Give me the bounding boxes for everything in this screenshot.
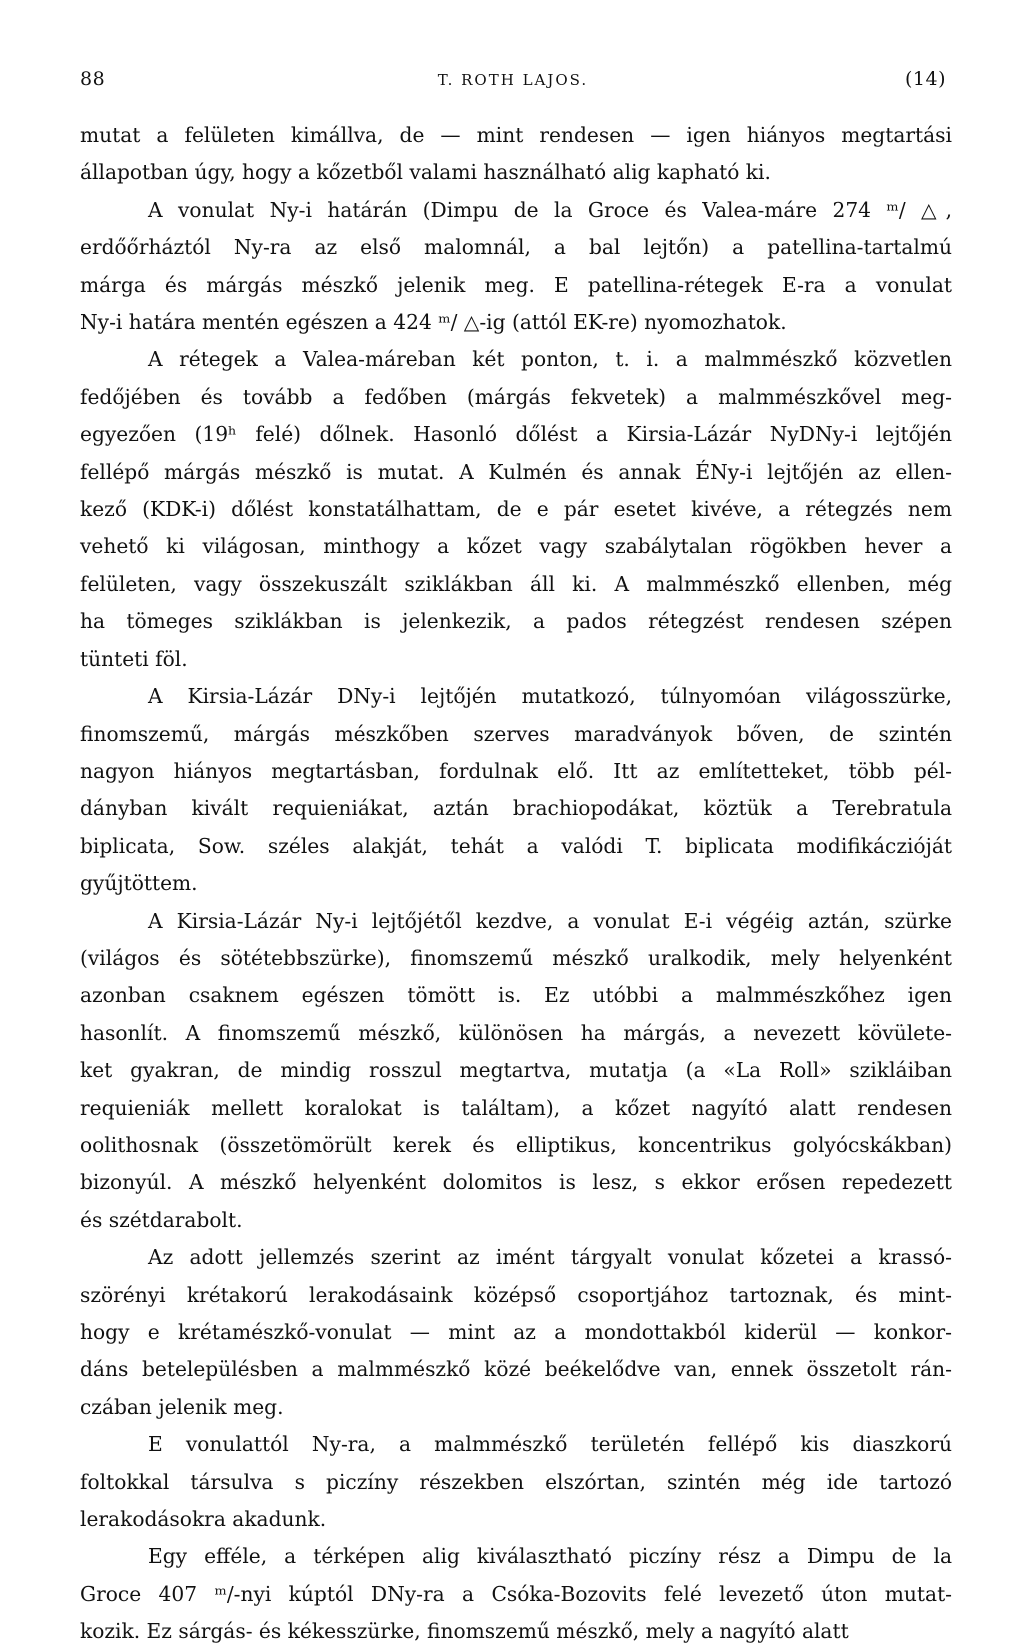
page-number: 88: [80, 68, 106, 90]
text-line: azonban csaknem egészen tömött is. Ez utóbbi a malmmészkőhez igen: [80, 983, 952, 1008]
text-line: bizonyúl. A mészkő helyenként dolomitos is lesz, s ekkor erősen repedezett: [80, 1170, 952, 1195]
text-line: Groce 407 ᵐ/-nyi kúptól DNy-ra a Csóka-Bozovits felé levezető úton mutat-: [80, 1581, 952, 1606]
paragraph: [80, 678, 952, 902]
text-line: A rétegek a Valea-máreban két ponton, t. i. a malmmészkő közvetlen: [148, 347, 952, 372]
text-line: lerakodásokra akadunk.: [80, 1507, 327, 1532]
paragraph: [80, 341, 952, 678]
running-title: T. ROTH LAJOS.: [437, 71, 589, 89]
paragraph: [80, 192, 952, 342]
paragraph: [80, 1239, 952, 1426]
text-line: czában jelenik meg.: [80, 1394, 284, 1419]
text-line: foltokkal társulva s piczíny részekben elszórtan, szintén még ide tartozó: [80, 1469, 952, 1494]
text-line: kozik. Ez sárgás- és kékesszürke, finomszemű mészkő, mely a nagyító alatt: [80, 1619, 849, 1644]
text-line: oolithosnak (összetömörült kerek és elliptikus, koncentrikus golyócskákban): [80, 1132, 952, 1157]
text-line: ket gyakran, de mindig rosszul megtartva, mutatja (a «La Roll» szikláiban: [80, 1058, 952, 1083]
text-line: Az adott jellemzés szerint az imént tárgyalt vonulat kőzetei a krassó-: [148, 1245, 952, 1270]
text-line: márga és márgás mészkő jelenik meg. E patellina-rétegek E-ra a vonulat: [80, 272, 952, 297]
text-line: hogy e krétamészkő-vonulat — mint az a mondottakból kiderül — konkor-: [80, 1320, 952, 1344]
paragraph: [80, 117, 952, 192]
text-line: biplicata, Sow. széles alakját, tehát a valódi T. biplicata modifikáczióját: [80, 833, 952, 858]
text-line: fedőjében és tovább a fedőben (márgás fekvetek) a malmmészkővel meg-: [80, 384, 952, 409]
text-line: A vonulat Ny-i határán (Dimpu de la Groce és Valea-máre 274 ᵐ/ △,: [148, 197, 952, 222]
text-line: finomszemű, márgás mészkőben szerves maradványok bőven, de szintén: [80, 721, 952, 746]
text-line: fellépő márgás mészkő is mutat. A Kulmén és annak ÉNy-i lejtőjén az ellen-: [80, 459, 952, 484]
text-line: szörényi krétakorú lerakodásaink középső csoportjához tartoznak, és mint-: [80, 1282, 952, 1307]
text-line: ha tömeges sziklákban is jelenkezik, a pados rétegzést rendesen szépen: [80, 609, 952, 634]
paragraph: [80, 1538, 952, 1650]
paragraph: [80, 1426, 952, 1538]
text-line: hasonlít. A finomszemű mészkő, különösen ha márgás, a nevezett kövülete-: [80, 1020, 952, 1045]
text-line: erdőőrháztól Ny-ra az első malomnál, a bal lejtőn) a patellina-tartalmú: [80, 235, 952, 260]
text-line: nagyon hiányos megtartásban, fordulnak elő. Itt az említetteket, több pél-: [80, 758, 952, 783]
text-line: kező (KDK-i) dőlést konstatálhattam, de e pár esetet kivéve, a rétegzés nem: [80, 497, 952, 522]
text-line: (világos és sötétebbszürke), finomszemű mészkő uralkodik, mely helyenként: [80, 945, 952, 970]
text-line: vehető ki világosan, minthogy a kőzet vagy szabálytalan rögökben hever a: [80, 534, 952, 559]
text-line: állapotban úgy, hogy a kőzetből valami használható alig kapható ki.: [80, 160, 771, 185]
text-line: dáns betelepülésben a malmmészkő közé beékelődve van, ennek összetolt rán-: [80, 1357, 952, 1382]
text-line: egyezően (19ʰ felé) dőlnek. Hasonló dőlést a Kirsia-Lázár NyDNy-i lejtőjén: [80, 422, 952, 447]
text-line: E vonulattól Ny-ra, a malmmészkő területén fellépő kis diaszkorú: [148, 1432, 952, 1457]
text-line: Ny-i határa mentén egészen a 424 ᵐ/ △-ig (attól EK-re) nyomozhatok.: [80, 310, 787, 335]
paragraph: [80, 903, 952, 1240]
text-line: mutat a felületen kimállva, de — mint rendesen — igen hiányos megtartási: [80, 123, 952, 147]
running-header: [80, 68, 946, 98]
section-number: (14): [904, 68, 946, 90]
text-line: Egy efféle, a térképen alig kiválasztható piczíny rész a Dimpu de la: [148, 1544, 952, 1569]
text-line: requieniák mellett koralokat is találtam), a kőzet nagyító alatt rendesen: [80, 1095, 952, 1120]
text-line: felületen, vagy összekuszált sziklákban áll ki. A malmmészkő ellenben, még: [80, 571, 952, 596]
text-line: és szétdarabolt.: [80, 1207, 243, 1232]
text-line: A Kirsia-Lázár DNy-i lejtőjén mutatkozó, túlnyomóan világosszürke,: [148, 684, 952, 709]
text-line: A Kirsia-Lázár Ny-i lejtőjétől kezdve, a vonulat E-i végéig aztán, szürke: [148, 908, 952, 933]
body-text: [80, 117, 952, 1651]
text-line: gyűjtöttem.: [80, 871, 198, 896]
text-line: dányban kivált requieniákat, aztán brachiopodákat, köztük a Terebratula: [80, 796, 952, 821]
text-line: tünteti föl.: [80, 646, 188, 671]
